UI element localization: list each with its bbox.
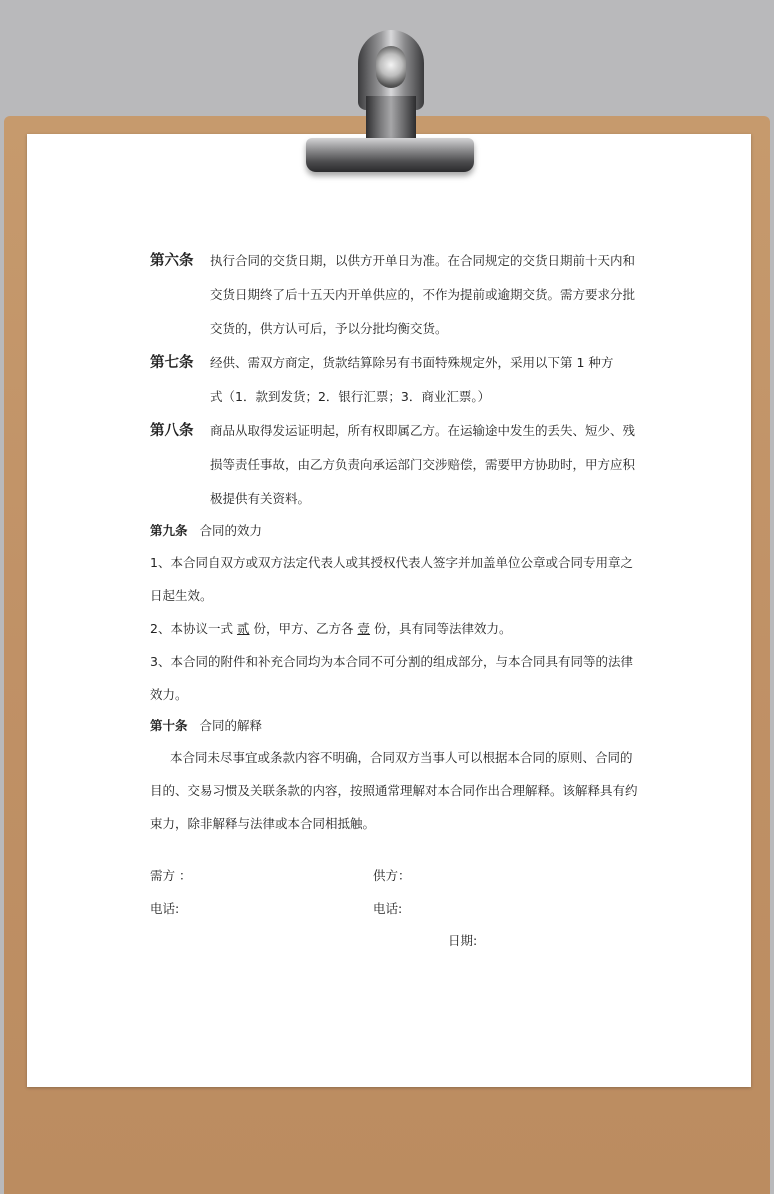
article-7-line-2: 式（1．款到发货；2．银行汇票；3．商业汇票。）	[210, 389, 491, 404]
article-6-line-1: 执行合同的交货日期，以供方开单日为准。在合同规定的交货日期前十天内和	[210, 253, 636, 268]
buyer-label: 需方 ：	[150, 868, 192, 883]
article-8-number: 第八条	[150, 423, 194, 439]
buyer-phone-label: 电话:	[150, 901, 180, 916]
article-6	[150, 244, 640, 346]
article-6-number: 第六条	[150, 253, 194, 269]
article-10-number: 第十条	[150, 718, 188, 733]
seller-phone-label: 电话:	[373, 901, 403, 916]
binder-clip-hole	[376, 46, 406, 88]
article-9-clause-1a: 1、本合同自双方或双方法定代表人或其授权代表人签字并加盖单位公章或合同专用章之	[150, 555, 633, 570]
binder-clip-neck	[366, 96, 416, 142]
article-10-line-2: 目的、交易习惯及关联条款的内容，按照通常理解对本合同作出合理解释。该解释具有约	[150, 783, 638, 798]
article-9-clause-2	[150, 612, 640, 645]
article-7-line-1: 经供、需双方商定，货款结算除另有书面特殊规定外，采用以下第 1 种方	[210, 355, 614, 370]
binder-clip-icon	[306, 138, 474, 172]
clause-2-middle: 份，甲方、乙方各	[253, 621, 354, 636]
article-9-clause-1b: 日起生效。	[150, 588, 213, 603]
seller-label: 供方：	[373, 868, 411, 883]
article-6-line-2: 交货日期终了后十五天内开单供应的，不作为提前或逾期交货。需方要求分批	[210, 287, 636, 302]
article-7-number: 第七条	[150, 355, 194, 371]
article-9-clause-3b: 效力。	[150, 687, 188, 702]
article-10-line-1: 本合同未尽事宜或条款内容不明确，合同双方当事人可以根据本合同的原则、合同的	[170, 750, 633, 765]
article-6-line-3: 交货的，供方认可后，予以分批均衡交货。	[210, 321, 448, 336]
article-8	[150, 414, 640, 516]
article-9-title: 合同的效力	[199, 523, 263, 538]
article-8-line-1: 商品从取得发运证明起，所有权即属乙方。在运输途中发生的丢失、短少、残	[210, 423, 636, 438]
article-10-heading	[150, 711, 640, 741]
copies-total-value: 贰	[236, 621, 250, 636]
date-label: 日期:	[448, 933, 478, 948]
contract-body	[150, 244, 640, 840]
article-8-line-3: 极提供有关资料。	[210, 491, 311, 506]
article-8-line-2: 损等责任事故，由乙方负责向承运部门交涉赔偿，需要甲方协助时，甲方应积	[210, 457, 636, 472]
copies-each-value: 壹	[357, 621, 371, 636]
clause-2-prefix: 2、本协议一式	[150, 621, 233, 636]
article-10-line-3: 束力，除非解释与法律或本合同相抵触。	[150, 816, 376, 831]
article-7	[150, 346, 640, 414]
article-9-clause-3a: 3、本合同的附件和补充合同均为本合同不可分割的组成部分，与本合同具有同等的法律	[150, 654, 633, 669]
clause-2-suffix: 份，具有同等法律效力。	[374, 621, 512, 636]
article-9-heading	[150, 516, 640, 546]
article-9-number: 第九条	[150, 523, 188, 538]
article-10-title: 合同的解释	[199, 718, 263, 733]
